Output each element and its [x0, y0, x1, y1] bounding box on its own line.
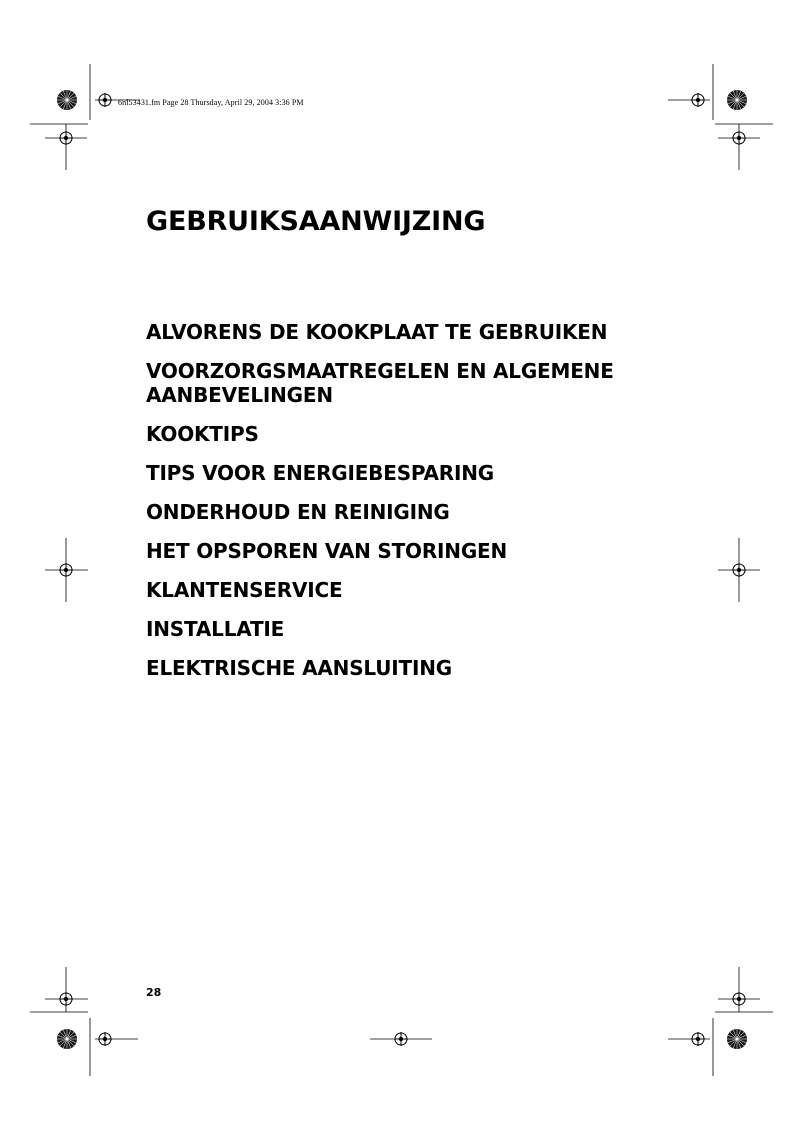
starburst-mark-top-right	[727, 90, 747, 110]
starburst-mark-bottom-right	[727, 1029, 747, 1049]
toc-item: HET OPSPOREN VAN STORINGEN	[146, 539, 508, 563]
toc-item: ALVORENS DE KOOKPLAAT TE GEBRUIKEN	[146, 320, 608, 344]
toc-item: INSTALLATIE	[146, 617, 285, 641]
starburst-mark-bottom-left	[57, 1029, 77, 1049]
starburst-mark-top-left	[57, 90, 77, 110]
table-of-contents	[146, 320, 706, 695]
page-number: 28	[146, 986, 162, 999]
toc-item: TIPS VOOR ENERGIEBESPARING	[146, 461, 494, 485]
toc-item: KOOKTIPS	[146, 422, 259, 446]
toc-item: VOORZORGSMAATREGELEN EN ALGEMENE AANBEVELINGEN	[146, 359, 614, 407]
toc-item: ONDERHOUD EN REINIGING	[146, 500, 450, 524]
page-title: GEBRUIKSAANWIJZING	[146, 206, 486, 237]
toc-item: KLANTENSERVICE	[146, 578, 343, 602]
print-slug-header: 6nl53431.fm Page 28 Thursday, April 29, 2004 3:36 PM	[118, 98, 304, 107]
toc-item: ELEKTRISCHE AANSLUITING	[146, 656, 452, 680]
